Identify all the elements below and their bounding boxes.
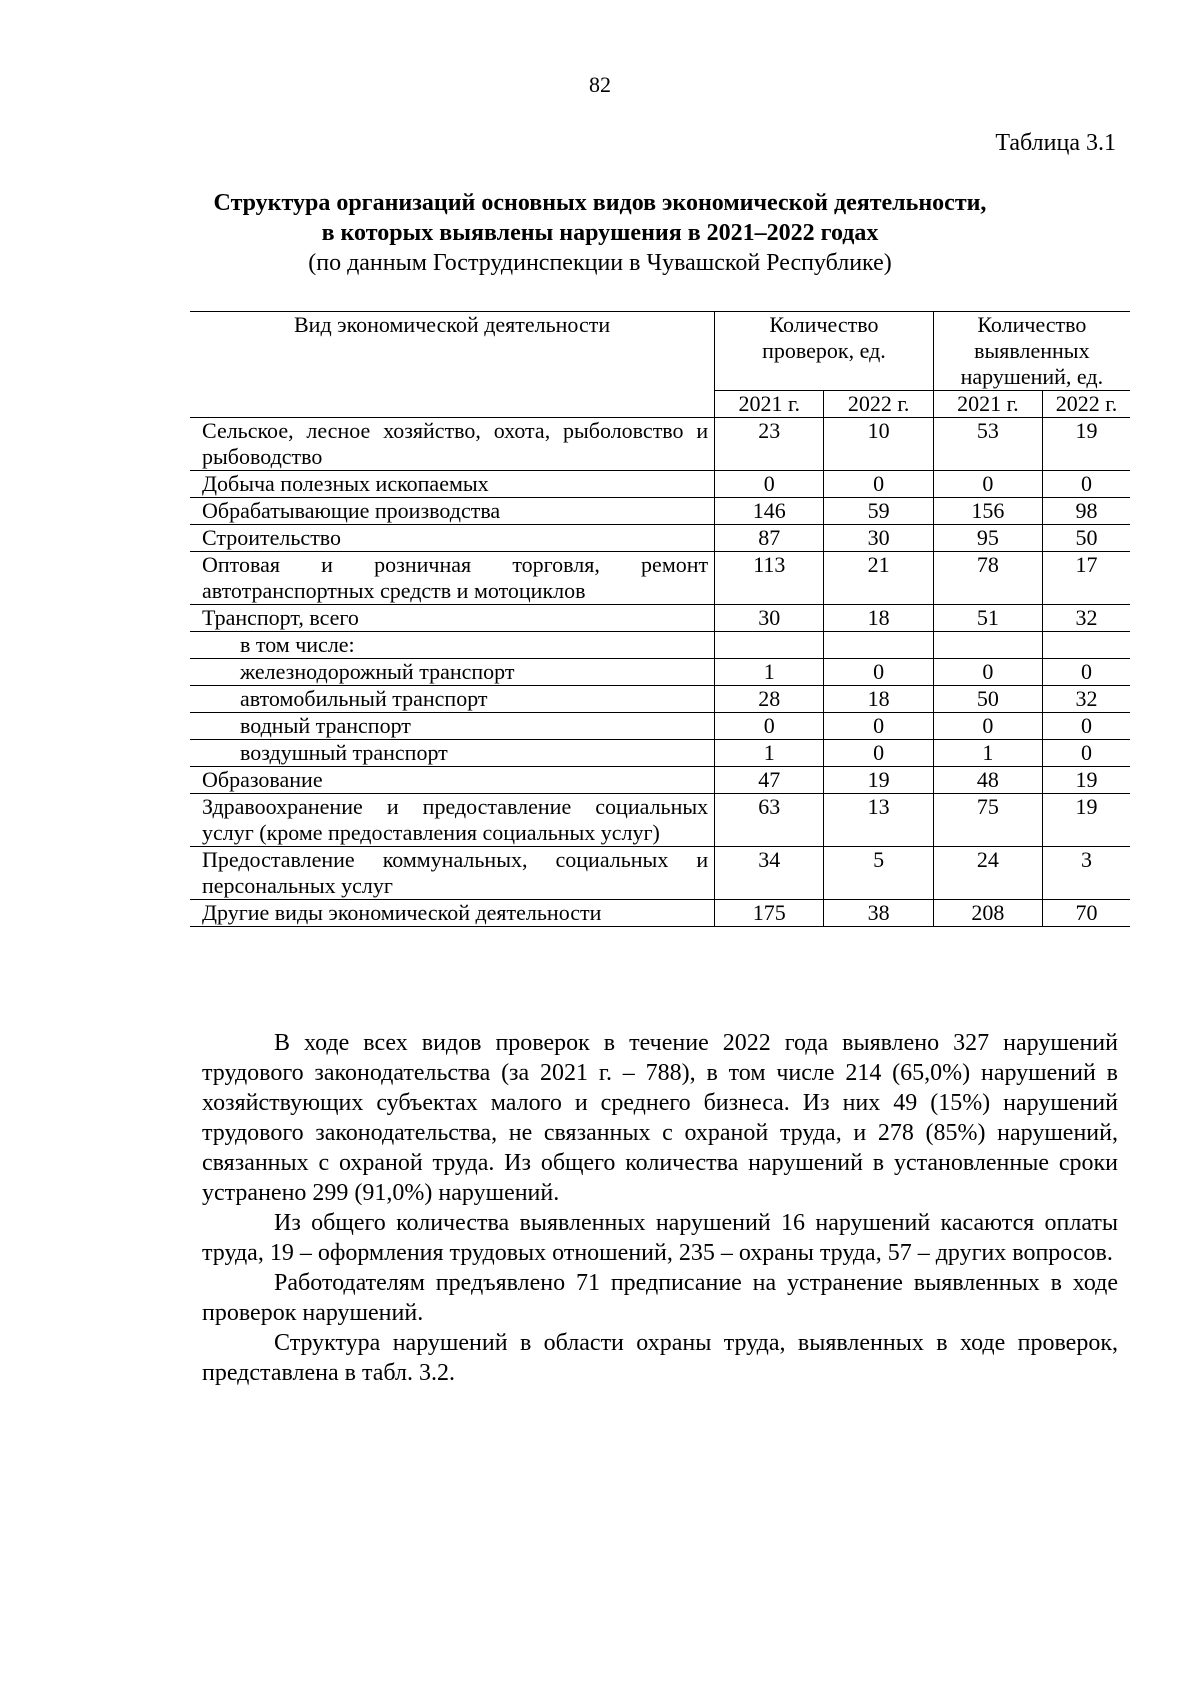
violations-2021-cell: 0 [933,713,1042,740]
activity-cell: Оптовая и розничная торговля, ремонт автотранспортных средств и мотоциклов [190,552,715,605]
checks-2022-cell: 38 [824,900,933,927]
checks-2021-cell: 175 [715,900,824,927]
activity-cell: водный транспорт [190,713,715,740]
checks-2021-cell: 0 [715,713,824,740]
table-row [190,552,1130,605]
violations-2021-cell: 156 [933,498,1042,525]
activity-cell: Другие виды экономической деятельности [190,900,715,927]
table-row [190,740,1130,767]
activity-cell: в том числе: [190,632,715,659]
violations-2022-cell: 0 [1043,471,1130,498]
header-violations-2022: 2022 г. [1043,391,1130,418]
checks-2022-cell: 0 [824,471,933,498]
violations-2022-cell: 0 [1043,659,1130,686]
title-line-2: в которых выявлены нарушения в 2021–2022 годах [321,220,879,246]
table-row [190,767,1130,794]
violations-2021-cell: 24 [933,847,1042,900]
checks-2022-cell: 0 [824,740,933,767]
checks-2022-cell: 59 [824,498,933,525]
violations-2022-cell: 0 [1043,713,1130,740]
table-row [190,632,1130,659]
checks-2022-cell [824,632,933,659]
header-checks: Количество проверок, ед. [715,312,934,391]
table-row [190,498,1130,525]
table-row [190,659,1130,686]
table-row [190,525,1130,552]
table-title [0,188,1200,278]
checks-2022-cell: 13 [824,794,933,847]
violations-2021-cell: 0 [933,471,1042,498]
violations-2021-cell: 75 [933,794,1042,847]
violations-2021-cell [933,632,1042,659]
checks-2022-cell: 0 [824,713,933,740]
page-number: 82 [589,72,611,97]
activity-cell: Добыча полезных ископаемых [190,471,715,498]
table-row [190,900,1130,927]
violations-2022-cell: 70 [1043,900,1130,927]
paragraph: Из общего количества выявленных нарушений 16 нарушений касаются оплаты труда, 19 – оформления трудовых отношений, 235 – охраны труда, 57 – других вопросов. [202,1210,1118,1266]
violations-2022-cell: 50 [1043,525,1130,552]
activity-cell: Обрабатывающие производства [190,498,715,525]
violations-2022-cell: 0 [1043,740,1130,767]
activity-cell: Строительство [190,525,715,552]
checks-2021-cell: 28 [715,686,824,713]
violations-2022-cell: 19 [1043,794,1130,847]
violations-2022-cell: 19 [1043,418,1130,471]
header-violations-2021: 2021 г. [933,391,1042,418]
violations-2021-cell: 1 [933,740,1042,767]
activity-cell: автомобильный транспорт [190,686,715,713]
table-label: Таблица 3.1 [995,130,1116,156]
table-row [190,794,1130,847]
checks-2022-cell: 21 [824,552,933,605]
title-line-1: Структура организаций основных видов экономической деятельности, [213,190,987,216]
table-row [190,471,1130,498]
violations-2021-cell: 78 [933,552,1042,605]
paragraph: Работодателям предъявлено 71 предписание на устранение выявленных в ходе проверок нарушений. [202,1270,1118,1326]
checks-2021-cell: 146 [715,498,824,525]
activity-cell: Предоставление коммунальных, социальных и персональных услуг [190,847,715,900]
checks-2022-cell: 19 [824,767,933,794]
violations-2022-cell: 3 [1043,847,1130,900]
header-checks-2021: 2021 г. [715,391,824,418]
table-row [190,847,1130,900]
table-row [190,418,1130,471]
header-activity: Вид экономической деятельности [190,312,715,418]
checks-2021-cell: 87 [715,525,824,552]
activity-cell: железнодорожный транспорт [190,659,715,686]
title-line-3: (по данным Гострудинспекции в Чувашской Республике) [308,250,892,276]
activity-cell: Сельское, лесное хозяйство, охота, рыболовство и рыбоводство [190,418,715,471]
checks-2021-cell: 23 [715,418,824,471]
checks-2021-cell: 63 [715,794,824,847]
checks-2022-cell: 18 [824,605,933,632]
violations-2022-cell [1043,632,1130,659]
violations-2021-cell: 51 [933,605,1042,632]
paragraph: В ходе всех видов проверок в течение 2022 года выявлено 327 нарушений трудового законодательства (за 2021 г. – 788), в том числе 214 (65,0%) нарушений в хозяйствующих субъектах малого и среднего бизнеса. Из них 49 (15%) нарушений трудового законодательства, не связанных с охраной труда, и 278 (85%) нарушений, связанных с охраной труда. Из общего количества нарушений в установленные сроки устранено 299 (91,0%) нарушений. [202,1030,1118,1206]
violations-2021-cell: 53 [933,418,1042,471]
body-text [202,1028,1118,1388]
checks-2022-cell: 0 [824,659,933,686]
violations-2021-cell: 50 [933,686,1042,713]
checks-2021-cell [715,632,824,659]
checks-2022-cell: 10 [824,418,933,471]
table-row [190,605,1130,632]
activity-cell: Здравоохранение и предоставление социальных услуг (кроме предоставления социальных услуг) [190,794,715,847]
table-row [190,686,1130,713]
violations-2021-cell: 208 [933,900,1042,927]
checks-2021-cell: 30 [715,605,824,632]
checks-2022-cell: 18 [824,686,933,713]
violations-2022-cell: 19 [1043,767,1130,794]
violations-table [190,311,1130,927]
violations-2022-cell: 98 [1043,498,1130,525]
violations-2021-cell: 95 [933,525,1042,552]
header-checks-2022: 2022 г. [824,391,933,418]
violations-2022-cell: 32 [1043,686,1130,713]
violations-2021-cell: 48 [933,767,1042,794]
violations-2022-cell: 17 [1043,552,1130,605]
activity-cell: воздушный транспорт [190,740,715,767]
activity-cell: Образование [190,767,715,794]
activity-cell: Транспорт, всего [190,605,715,632]
violations-2021-cell: 0 [933,659,1042,686]
checks-2021-cell: 34 [715,847,824,900]
checks-2021-cell: 113 [715,552,824,605]
checks-2022-cell: 5 [824,847,933,900]
violations-2022-cell: 32 [1043,605,1130,632]
checks-2021-cell: 47 [715,767,824,794]
checks-2021-cell: 0 [715,471,824,498]
header-violations: Количество выявленных нарушений, ед. [933,312,1130,391]
checks-2021-cell: 1 [715,740,824,767]
checks-2021-cell: 1 [715,659,824,686]
checks-2022-cell: 30 [824,525,933,552]
paragraph: Структура нарушений в области охраны труда, выявленных в ходе проверок, представлена в табл. 3.2. [202,1330,1118,1386]
table-row [190,713,1130,740]
